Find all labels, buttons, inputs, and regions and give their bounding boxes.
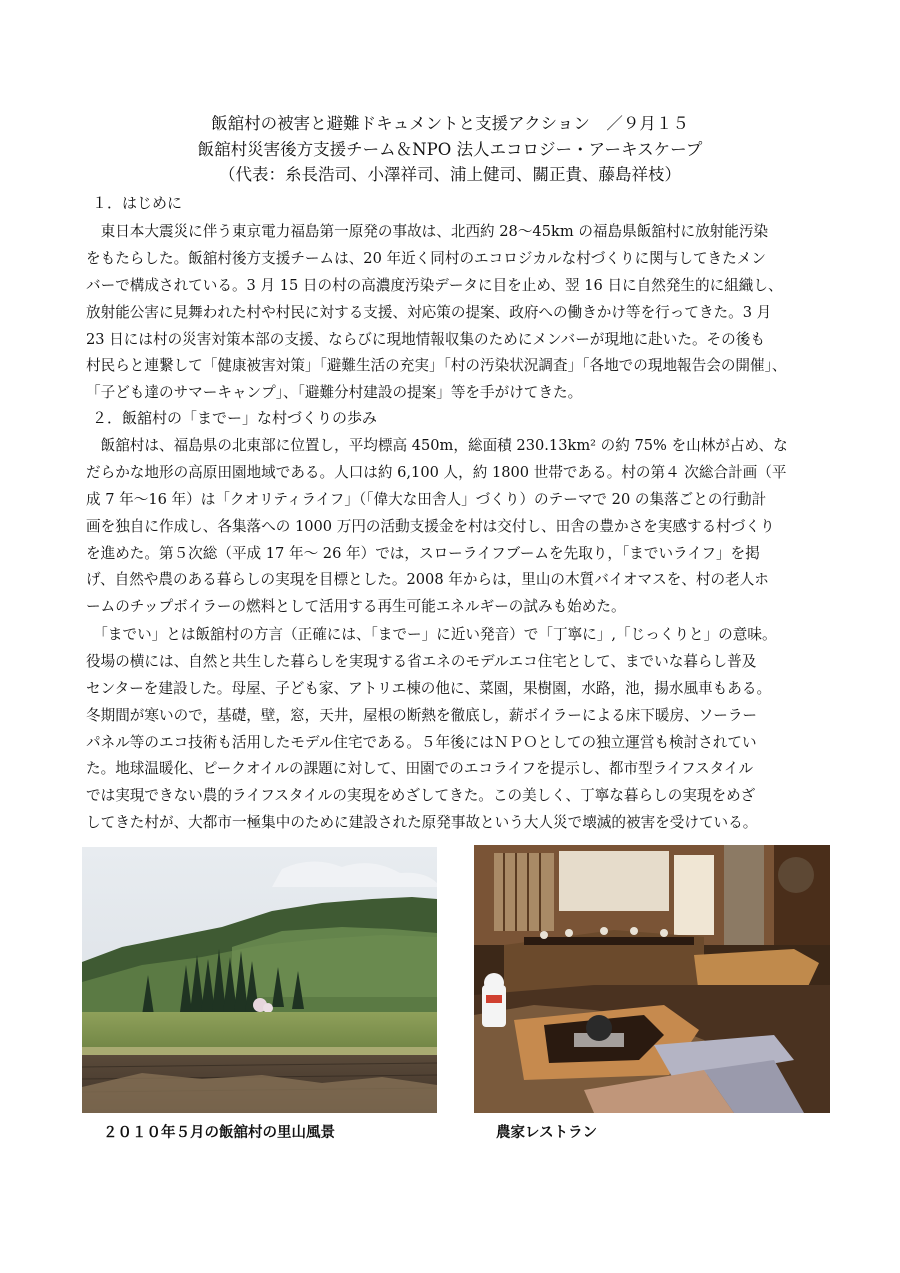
document-title: 飯舘村の被害と避難ドキュメントと支援アクション ／９月１５ — [211, 114, 689, 133]
text-line: センターを建設した。母屋、子ども家、アトリエ棟の他に、菜園，果樹園，水路，池，揚水風車もある。 — [86, 679, 772, 697]
text-line: バーで構成されている。3 月 15 日の村の高濃度汚染データに目を止め、翌 16 日に自然発生的に組織し、 — [86, 276, 783, 294]
paragraph-village-overview — [86, 433, 821, 621]
text-line: 成 7 年～16 年）は「クオリティライフ」（「偉大な田舎人」づくり）のテーマで 20 の集落ごとの行動計 — [86, 490, 767, 508]
text-line: パネル等のエコ技術も活用したモデル住宅である。５年後にはＮＰＯとしての独立運営も検討されてい — [86, 733, 757, 751]
text-line: げ、自然や農のある暮らしの実現を目標とした。2008 年からは，里山の木質バイオマスを、村の老人ホ — [86, 571, 769, 589]
satoyama-landscape-photo — [82, 847, 437, 1113]
text-line: 冬期間が寒いので，基礎，壁，窓，天井，屋根の断熱を徹底し，薪ボイラーによる床下暖房、ソーラー — [86, 706, 758, 724]
text-line: 「子ども達のサマーキャンプ」、「避難分村建設の提案」等を手がけてきた。 — [86, 384, 583, 402]
text-line: 飯舘村は、福島県の北東部に位置し，平均標高 450m，総面積 230.13km² の約 75% を山林が占め、な — [86, 437, 788, 454]
paragraph-madei-meaning — [86, 622, 821, 837]
text-line: をもたらした。飯舘村後方支援チームは、20 年近く同村のエコロジカルな村づくりに関与してきたメン — [86, 249, 766, 267]
text-line: 村民らと連繋して「健康被害対策」「避難生活の充実」「村の汚染状況調査」「各地での現地報告会の開催」、 — [86, 357, 787, 375]
restaurant-photo-caption: 農家レストラン — [496, 1125, 598, 1141]
text-line: 画を独自に作成し、各集落への 1000 万円の活動支援金を村は交付し、田舎の豊かさを実感する村づくり — [86, 517, 775, 535]
text-line: だらかな地形の高原田園地域である。人口は約 6,100 人，約 1800 世帯である。村の第４ 次総合計画（平 — [86, 463, 787, 481]
section-heading-village-development: ２．飯舘村の「までー」な村づくりの歩み — [92, 409, 378, 427]
text-line: 23 日には村の災害対策本部の支援、ならびに現地情報収集のためにメンバーが現地に赴いた。その後も — [86, 330, 765, 348]
text-line: してきた村が、大都市一極集中のために建設された原発事故という大人災で壊滅的被害を受けている。 — [86, 814, 758, 832]
text-line: ームのチップボイラーの燃料として活用する再生可能エネルギーの試みも始めた。 — [86, 598, 626, 616]
farmhouse-restaurant-photo — [474, 845, 830, 1113]
representatives-line: （代表：糸長浩司、小澤祥司、浦上健司、關正貴、藤島祥枝） — [219, 165, 681, 184]
text-line: では実現できない農的ライフスタイルの実現をめざしてきた。この美しく、丁寧な暮らしの実現をめざ — [86, 787, 756, 805]
paragraph-introduction — [86, 219, 821, 407]
text-line: た。地球温暖化、ピークオイルの課題に対して、田園でのエコライフを提示し、都市型ライフスタイル — [86, 760, 754, 778]
text-line: を進めた。第５次総（平成 17 年～ 26 年）では，スローライフブームを先取り，「までいライフ」を掲 — [86, 544, 760, 562]
text-line: 役場の横には、自然と共生した暮らしを実現する省エネのモデルエコ住宅として、までいな暮らし普及 — [86, 652, 757, 670]
text-line: 放射能公害に見舞われた村や村民に対する支援、対応策の提案、政府への働きかけ等を行ってきた。3 月 — [86, 303, 772, 321]
organization-line: 飯舘村災害後方支援チーム＆NPO 法人エコロジー・アーキスケープ — [197, 140, 703, 159]
text-line: 東日本大震災に伴う東京電力福島第一原発の事故は、北西約 28～45km の福島県飯舘村に放射能汚染 — [86, 223, 769, 240]
landscape-photo-caption: ２０１０年５月の飯舘村の里山風景 — [103, 1125, 335, 1141]
section-heading-introduction: １．はじめに — [92, 194, 183, 212]
text-line: 「までい」とは飯舘村の方言（正確には、「までー」に近い発音）で「丁寧に」,「じっくりと」の意味。 — [86, 626, 777, 643]
